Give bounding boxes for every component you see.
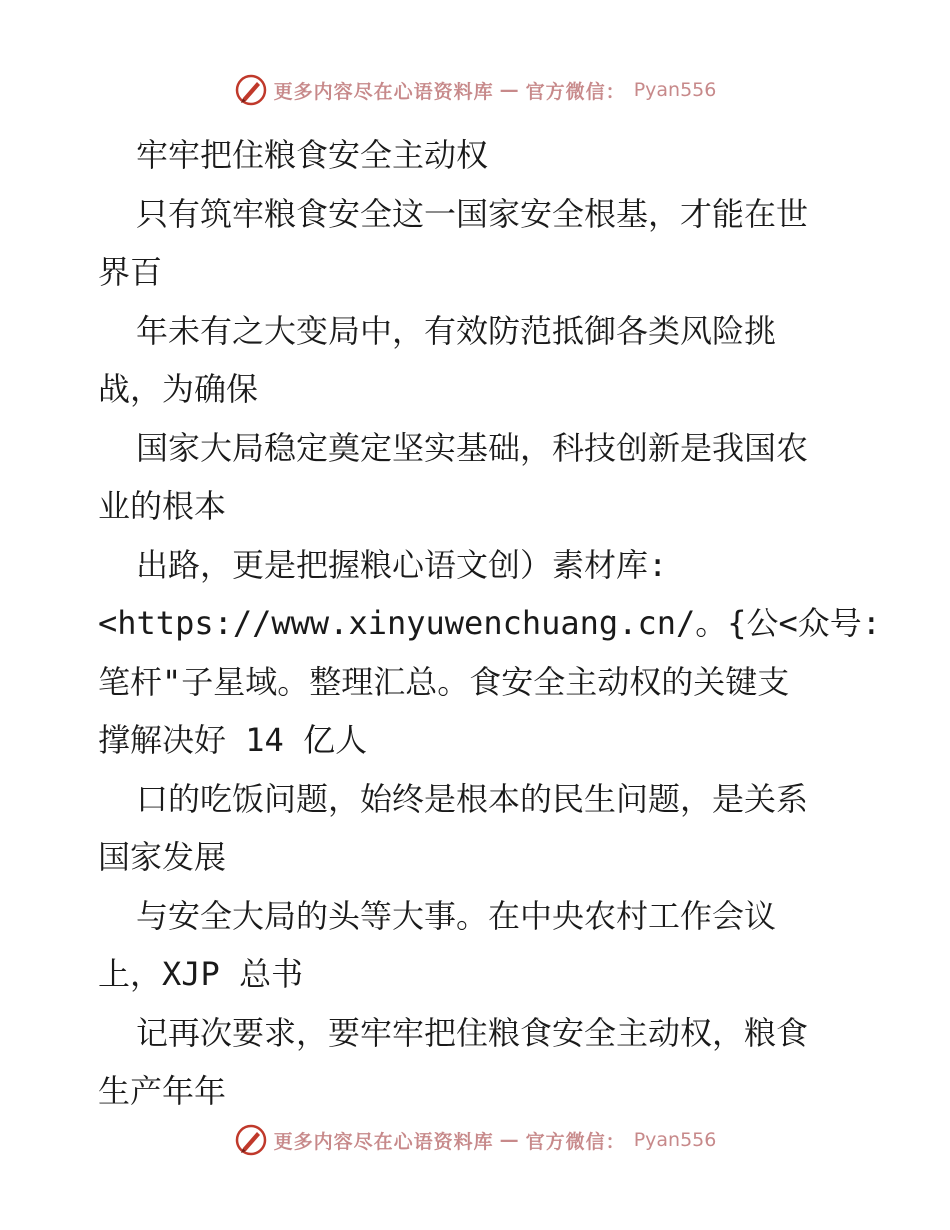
paragraph-line: 记再次要求，要牢牢把住粮食安全主动权，粮食 (136, 1013, 809, 1052)
paragraph-line: 与安全大局的头等大事。在中央农村工作会议 (136, 896, 777, 935)
paragraph-line: 国家发展 (98, 838, 227, 876)
paragraph-line: 笔杆"子星域。整理汇总。食安全主动权的关键支 (98, 662, 790, 701)
header-contact-label: 官方微信： (525, 80, 626, 103)
pen-logo-icon (234, 73, 268, 107)
header-banner (0, 70, 950, 110)
paragraph-line: 生产年年 (98, 1072, 227, 1110)
paragraph-line: 只有筑牢粮食安全这一国家安全根基，才能在世 (136, 194, 809, 233)
footer-banner-inner (234, 1123, 717, 1157)
paragraph-line: 业的根本 (98, 487, 227, 525)
paragraph-line: 上，XJP 总书 (98, 955, 304, 993)
footer-dash: — (499, 1129, 520, 1151)
paragraph-line: <https://www.xinyuwenchuang.cn/。{公<众号: (98, 604, 882, 642)
paragraph-line: 国家大局稳定奠定坚实基础，科技创新是我国农 (136, 428, 809, 467)
footer-banner (0, 1120, 950, 1160)
paragraph-line: 战，为确保 (98, 370, 259, 408)
paragraph-line: 牢牢把住粮食安全主动权 (136, 136, 489, 174)
footer-contact-label: 官方微信： (525, 1130, 626, 1153)
document-body (98, 126, 882, 1121)
paragraph-line: 界百 (98, 253, 163, 291)
header-dash: — (499, 79, 520, 101)
footer-contact-id: Pyan556 (633, 1129, 717, 1151)
paragraph-line: 年未有之大变局中，有效防范抵御各类风险挑 (136, 311, 777, 350)
footer-brand-text: 更多内容尽在心语资料库 (273, 1130, 494, 1153)
header-brand-text: 更多内容尽在心语资料库 (273, 80, 494, 103)
paragraph-line: 口的吃饭问题，始终是根本的民生问题，是关系 (136, 779, 809, 818)
paragraph-line: 出路，更是把握粮心语文创）素材库: (136, 545, 668, 584)
pen-logo-icon (234, 1123, 268, 1157)
paragraph-line: 撑解决好 14 亿人 (98, 721, 368, 759)
header-banner-inner (234, 73, 717, 107)
header-contact-id: Pyan556 (633, 79, 717, 101)
